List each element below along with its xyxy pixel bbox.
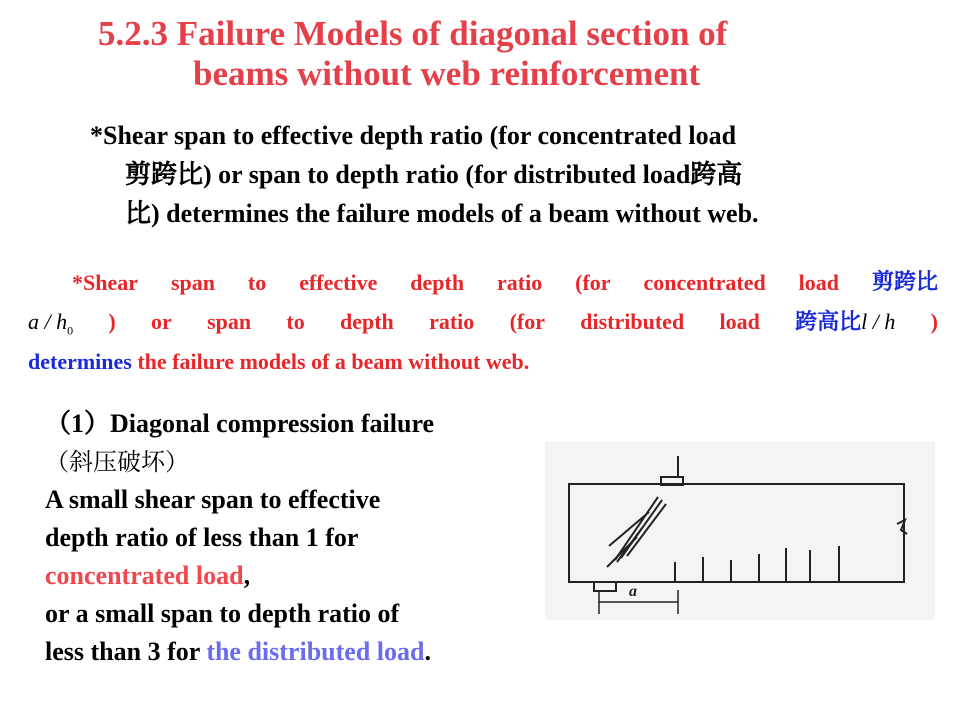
paragraph1-line3: 比) determines the failure models of a beam without web.: [125, 199, 759, 228]
section-subheading: （斜压破坏）: [45, 448, 189, 476]
word: ratio: [429, 309, 475, 334]
beam-diagram-svg: [545, 442, 935, 620]
diagonal-cracks: [607, 497, 666, 567]
math-text: a / h: [28, 309, 68, 334]
support-plate: [594, 582, 616, 591]
paragraph2-line2: [28, 307, 938, 345]
line-rest: the failure models of a beam without web.: [131, 349, 530, 374]
slide-title-line2: beams without web reinforcement: [193, 54, 701, 93]
word: load: [798, 270, 839, 295]
text: less than 3 for: [45, 637, 207, 666]
word: (for: [509, 309, 545, 334]
word: load: [719, 309, 760, 334]
word: concentrated: [643, 270, 766, 295]
word: *Shear: [72, 270, 138, 295]
dimension-label: a: [629, 583, 637, 600]
body-line2: depth ratio of less than 1 for: [45, 523, 359, 552]
word: distributed: [580, 309, 685, 334]
word: depth: [340, 309, 394, 334]
paragraph1-line1: *Shear span to effective depth ratio (for concentrated load: [90, 121, 737, 150]
break-mark: [897, 520, 907, 534]
word: ): [930, 309, 938, 334]
word: depth: [410, 270, 465, 295]
word: span: [170, 270, 215, 295]
beam-diagram: [545, 442, 935, 620]
word: span: [207, 309, 252, 334]
chinese-term: 剪跨比: [871, 270, 938, 295]
slide-title-line1: 5.2.3 Failure Models of diagonal section of: [98, 14, 728, 53]
flexural-cracks: [675, 546, 839, 582]
body-line3: [45, 557, 431, 595]
paragraph1-line2: 剪跨比) or span to depth ratio (for distributed load跨高: [125, 160, 743, 189]
math-subscript: 0: [67, 323, 74, 338]
ratio-l-h: l / h: [861, 309, 896, 334]
word-determines: determines: [28, 349, 132, 374]
word: effective: [299, 270, 378, 295]
body-line4: or a small span to depth ratio of: [45, 599, 400, 628]
distributed-load-text: the distributed load: [206, 637, 425, 666]
word: ): [108, 309, 116, 334]
body-line1: A small shear span to effective: [45, 485, 381, 514]
paragraph2-line1: [72, 268, 938, 298]
word: or: [151, 309, 172, 334]
ratio-a-h0: [28, 307, 73, 345]
paragraph2-line3: [28, 347, 529, 377]
punctuation: ,: [243, 561, 251, 590]
body-line5: [45, 633, 431, 671]
punctuation: .: [424, 637, 431, 666]
section-heading: （1）Diagonal compression failure: [45, 409, 435, 438]
word: (for: [575, 270, 611, 295]
word: to: [286, 309, 305, 334]
concentrated-load-text: concentrated load: [45, 561, 244, 590]
beam-outline: [569, 484, 904, 582]
section-body: [45, 481, 431, 671]
chinese-term: 跨高比: [795, 310, 862, 335]
word: ratio: [497, 270, 543, 295]
word: to: [247, 270, 267, 295]
